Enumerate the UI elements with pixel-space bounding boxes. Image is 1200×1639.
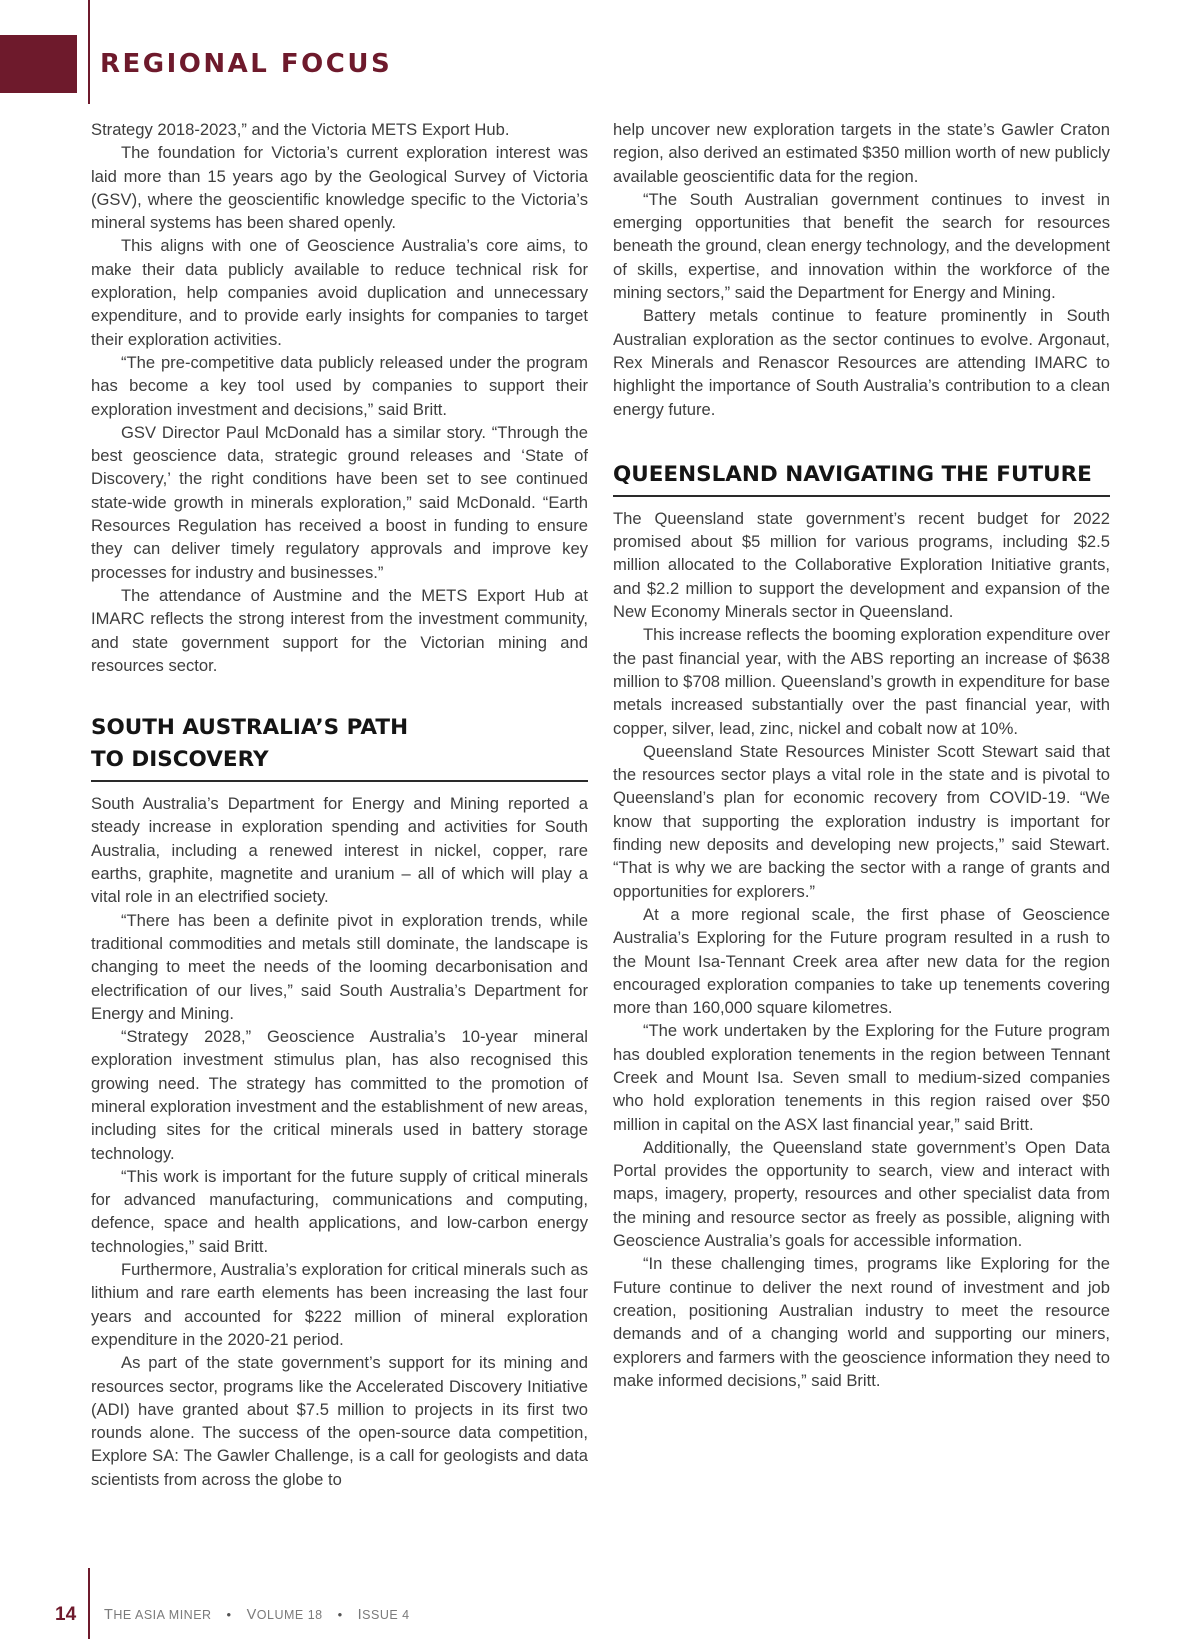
paragraph: “Strategy 2028,” Geoscience Australia’s 10-year mineral exploration investment stimulus plan, has also recognised this growing need. The strategy has committed to the promotion of mineral exploration investment and the establishment of new areas, including sites for the critical minerals used in battery storage technology. [91,1027,588,1163]
paragraph: This increase reflects the booming exploration expenditure over the past financial year, with the ABS reporting an increase of $638 million to $708 million. Queensland’s growth in expenditure for base metals increased substantially over the past financial year, with copper, silver, lead, zinc, nickel and cobalt now at 10%. [613,625,1110,738]
paragraph: “This work is important for the future supply of critical minerals for advanced manufacturing, communications and computing, defence, space and health applications, and low-carbon energy technologies,” said Britt. [91,1166,588,1256]
publication-initial: T [104,1607,114,1623]
paragraph: Additionally, the Queensland state government’s Open Data Portal provides the opportunity to search, view and interact with maps, imagery, property, resources and other specialist data from the mining and resource sector as freely as possible, aligning with Geoscience Australia’s goals for accessible information. [613,1137,1110,1251]
header-vertical-rule [88,0,90,104]
section-label: REGIONAL FOCUS [100,49,393,79]
paragraph: “The pre-competitive data publicly released under the program has become a key tool used by companies to support their exploration investment and decisions,” said Britt. [91,352,588,419]
heading-south-australia [91,712,588,782]
paragraph: Strategy 2018-2023,” and the Victoria METS Export Hub. [91,120,510,139]
paragraph: Battery metals continue to feature prominently in South Australian exploration as the sector continues to evolve. Argonaut, Rex Minerals and Renascor Resources are attending IMARC to highlight the importance of South Australia’s contribution to a clean energy future. [613,306,1110,419]
paragraph: GSV Director Paul McDonald has a similar story. “Through the best geoscience data, strategic ground releases and ‘State of Discovery,’ the right conditions have been set to see continued state-wide growth in minerals exploration,” said McDonald. “Earth Resources Regulation has received a boost in funding to ensure they can deliver timely regulatory approvals and improve key processes for industry and businesses.” [91,422,588,582]
page-footer [0,1568,1200,1639]
heading-queensland: QUEENSLAND NAVIGATING THE FUTURE [613,459,1110,497]
paragraph: At a more regional scale, the first phase of Geoscience Australia’s Exploring for the Future program resulted in a rush to the Mount Isa-Tennant Creek area after new data for the region encouraged exploration companies to take up tenements covering more than 160,000 square kilometres. [613,904,1110,1018]
paragraph: Furthermore, Australia’s exploration for critical minerals such as lithium and rare earth elements has been increasing the last four years and accounted for $222 million of mineral exploration expenditure in the 2020-21 period. [91,1260,588,1349]
volume-initial: V [246,1607,257,1623]
publication-name: HE ASIA MINER [113,1608,212,1622]
left-column [91,118,588,1491]
paragraph: This aligns with one of Geoscience Australia’s core aims, to make their data publicly available to reduce technical risk for exploration, help companies avoid duplication and unnecessary expenditure, and to provide early insights for companies to target their exploration activities. [91,236,588,349]
paragraph: The Queensland state government’s recent budget for 2022 promised about $5 million for various programs, including $2.5 million allocated to the Collaborative Exploration Initiative grants, and $2.2 million to support the development and expansion of the New Economy Minerals sector in Queensland. [613,508,1110,622]
separator-dot: • [337,1607,343,1622]
paragraph: “The South Australian government continues to invest in emerging opportunities that benefit the search for resources beneath the ground, clean energy technology, and the development of skills, expertise, and innovation within the workforce of the mining sectors,” said the Department for Energy and Mining. [613,189,1110,303]
volume-label: OLUME 18 [256,1608,323,1622]
paragraph: “The work undertaken by the Exploring for the Future program has doubled exploration tenements in the region between Tennant Creek and Mount Isa. Seven small to medium-sized companies who hold exploration tenements in this region raised over $50 million in capital on the ASX last financial year,” said Britt. [613,1021,1110,1134]
paragraph: Queensland State Resources Minister Scott Stewart said that the resources sector plays a vital role in the state and is pivotal to Queensland’s plan for economic recovery from COVID-19. “We know that supporting the exploration industry is important for finding new deposits and developing new projects,” said Stewart. “That is why we are backing the sector with a range of grants and opportunities for explorers.” [613,741,1110,901]
paragraph: “There has been a definite pivot in exploration trends, while traditional commodities and metals still dominate, the landscape is changing to meet the needs of the looming decarbonisation and electrification of our lives,” said South Australia’s Department for Energy and Mining. [91,910,588,1023]
paragraph: help uncover new exploration targets in the state’s Gawler Craton region, also derived an estimated $350 million worth of new publicly available geoscientific data for the region. [613,120,1110,186]
paragraph: The attendance of Austmine and the METS Export Hub at IMARC reflects the strong interest from the investment community, and state government support for the Victorian mining and resources sector. [91,585,588,675]
paragraph: “In these challenging times, programs like Exploring for the Future continue to deliver the next round of investment and job creation, positioning Australian industry to meet the resource demands and of a changing world and supporting our miners, explorers and farmers with the geoscience information they need to make informed decisions,” said Britt. [613,1254,1110,1390]
heading-line: TO DISCOVERY [91,747,269,773]
publication-info [104,1608,410,1623]
paragraph: South Australia’s Department for Energy and Mining reported a steady increase in exploration spending and activities for South Australia, including a renewed interest in nickel, copper, rare earths, graphite, magnetite and uranium – all of which will play a vital role in an electrified society. [91,794,588,907]
footer-vertical-rule [88,1568,90,1639]
issue-label: SSUE 4 [362,1608,410,1622]
heading-line: SOUTH AUSTRALIA’S PATH [91,715,409,741]
page-number: 14 [55,1604,77,1625]
separator-dot: • [226,1607,232,1622]
paragraph: As part of the state government’s support for its mining and resources sector, programs like the Accelerated Discovery Initiative (ADI) have granted about $7.5 million to projects in its first two rounds alone. The success of the open-source data competition, Explore SA: The Gawler Challenge, is a call for geologists and data scientists from across the globe to [91,1353,588,1489]
right-column [613,118,1110,1392]
issue-initial: I [357,1607,363,1623]
paragraph: The foundation for Victoria’s current exploration interest was laid more than 15 years ago by the Geological Survey of Victoria (GSV), where the geoscientific knowledge specific to the Victoria’s mineral systems has been shared openly. [91,143,588,233]
header-accent-block [0,35,77,93]
